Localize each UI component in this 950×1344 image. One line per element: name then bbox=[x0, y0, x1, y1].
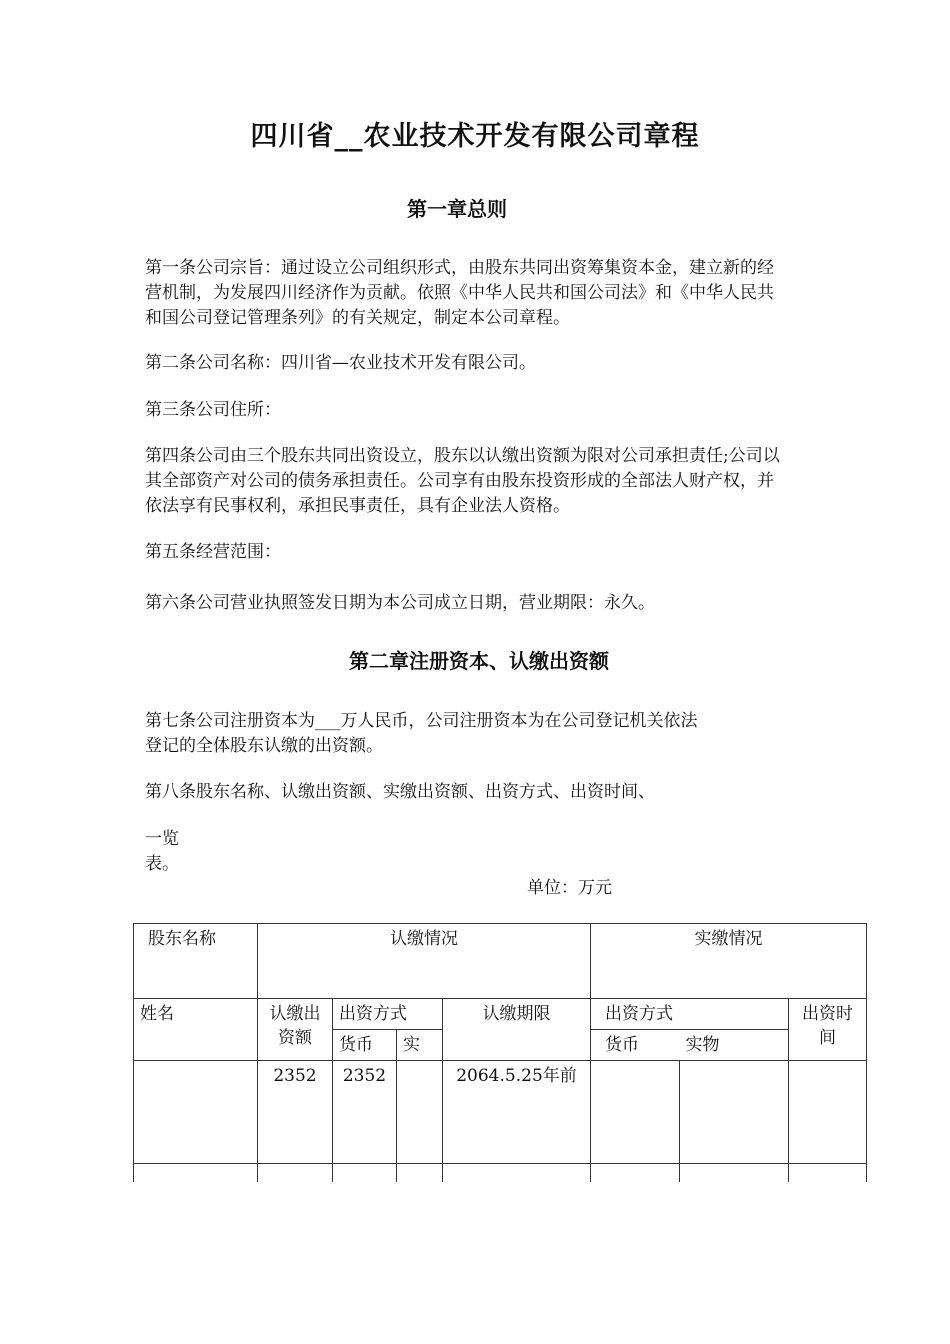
article1-line1: 第一条公司宗旨：通过设立公司组织形式，由股东共同出资筹集资本金，建立新的经 bbox=[145, 258, 774, 278]
header-paid-in-kind: 实物 bbox=[680, 1030, 789, 1061]
cell-subscribed-amount: 2352 bbox=[258, 1061, 333, 1164]
article8: 第八条股东名称、认缴出资额、实缴出资额、出资方式、出资时间、 bbox=[145, 782, 655, 802]
article7-line1: 第七条公司注册资本为___万人民币，公司注册资本为在公司登记机关依法 bbox=[145, 711, 698, 731]
header-paid-time: 出资时间 bbox=[789, 999, 867, 1061]
table-row bbox=[134, 1164, 867, 1182]
header-shareholder-name: 股东名称 bbox=[134, 924, 258, 999]
header-contribution-method: 出资方式 bbox=[333, 999, 443, 1030]
header-paid-method: 出资方式 bbox=[591, 999, 789, 1030]
cell-empty bbox=[443, 1164, 591, 1182]
header-paid-currency: 货币 bbox=[591, 1030, 680, 1061]
article1-line2: 营机制，为发展四川经济作为贡献。依照《中华人民共和国公司法》和《中华人民共 bbox=[145, 283, 774, 303]
header-subscribed-status: 认缴情况 bbox=[258, 924, 591, 999]
table-row bbox=[134, 1061, 867, 1164]
article4-line2: 其全部资产对公司的债务承担责任。公司享有由股东投资形成的全部法人财产权，并 bbox=[145, 471, 774, 491]
article4-line3: 依法享有民事权利，承担民事责任，具有企业法人资格。 bbox=[145, 496, 570, 516]
article7-line2: 登记的全体股东认缴的出资额。 bbox=[145, 736, 383, 756]
cell-name bbox=[134, 1061, 258, 1164]
cell-empty bbox=[789, 1164, 867, 1182]
unit-label: 单位：万元 bbox=[527, 878, 612, 898]
article5: 第五条经营范围： bbox=[145, 542, 281, 562]
header-name: 姓名 bbox=[134, 999, 258, 1061]
cell-subscription-period: 2064.5.25年前 bbox=[443, 1061, 591, 1164]
table-header-row-2 bbox=[134, 999, 867, 1030]
cell-empty bbox=[134, 1164, 258, 1182]
list-label-line2: 表。 bbox=[145, 854, 179, 874]
article4-line1: 第四条公司由三个股东共同出资设立，股东以认缴出资额为限对公司承担责任;公司以 bbox=[145, 446, 780, 466]
list-label-line1: 一览 bbox=[145, 829, 179, 849]
cell-empty bbox=[397, 1164, 443, 1182]
chapter1-heading: 第一章总则 bbox=[407, 197, 507, 221]
cell-empty bbox=[680, 1164, 789, 1182]
chapter2-heading: 第二章注册资本、认缴出资额 bbox=[349, 649, 609, 673]
article6: 第六条公司营业执照签发日期为本公司成立日期，营业期限：永久。 bbox=[145, 593, 655, 613]
cell-paid-time bbox=[789, 1061, 867, 1164]
shareholder-table bbox=[133, 923, 867, 1182]
article1-line3: 和国公司登记管理条列》的有关规定，制定本公司章程。 bbox=[145, 308, 570, 328]
header-paid-status: 实缴情况 bbox=[591, 924, 867, 999]
table-header-row-1 bbox=[134, 924, 867, 999]
header-subscription-period: 认缴期限 bbox=[443, 999, 591, 1061]
document-title: 四川省__农业技术开发有限公司章程 bbox=[250, 121, 700, 152]
cell-paid-currency bbox=[591, 1061, 680, 1164]
cell-paid-in-kind bbox=[680, 1061, 789, 1164]
header-subscribed-amount: 认缴出资额 bbox=[258, 999, 333, 1061]
cell-empty bbox=[591, 1164, 680, 1182]
article3: 第三条公司住所： bbox=[145, 400, 281, 420]
cell-empty bbox=[258, 1164, 333, 1182]
article2: 第二条公司名称：四川省—农业技术开发有限公司。 bbox=[145, 353, 536, 373]
cell-in-kind bbox=[397, 1061, 443, 1164]
cell-currency: 2352 bbox=[333, 1061, 397, 1164]
header-in-kind: 实 bbox=[397, 1030, 443, 1061]
header-currency: 货币 bbox=[333, 1030, 397, 1061]
cell-empty bbox=[333, 1164, 397, 1182]
